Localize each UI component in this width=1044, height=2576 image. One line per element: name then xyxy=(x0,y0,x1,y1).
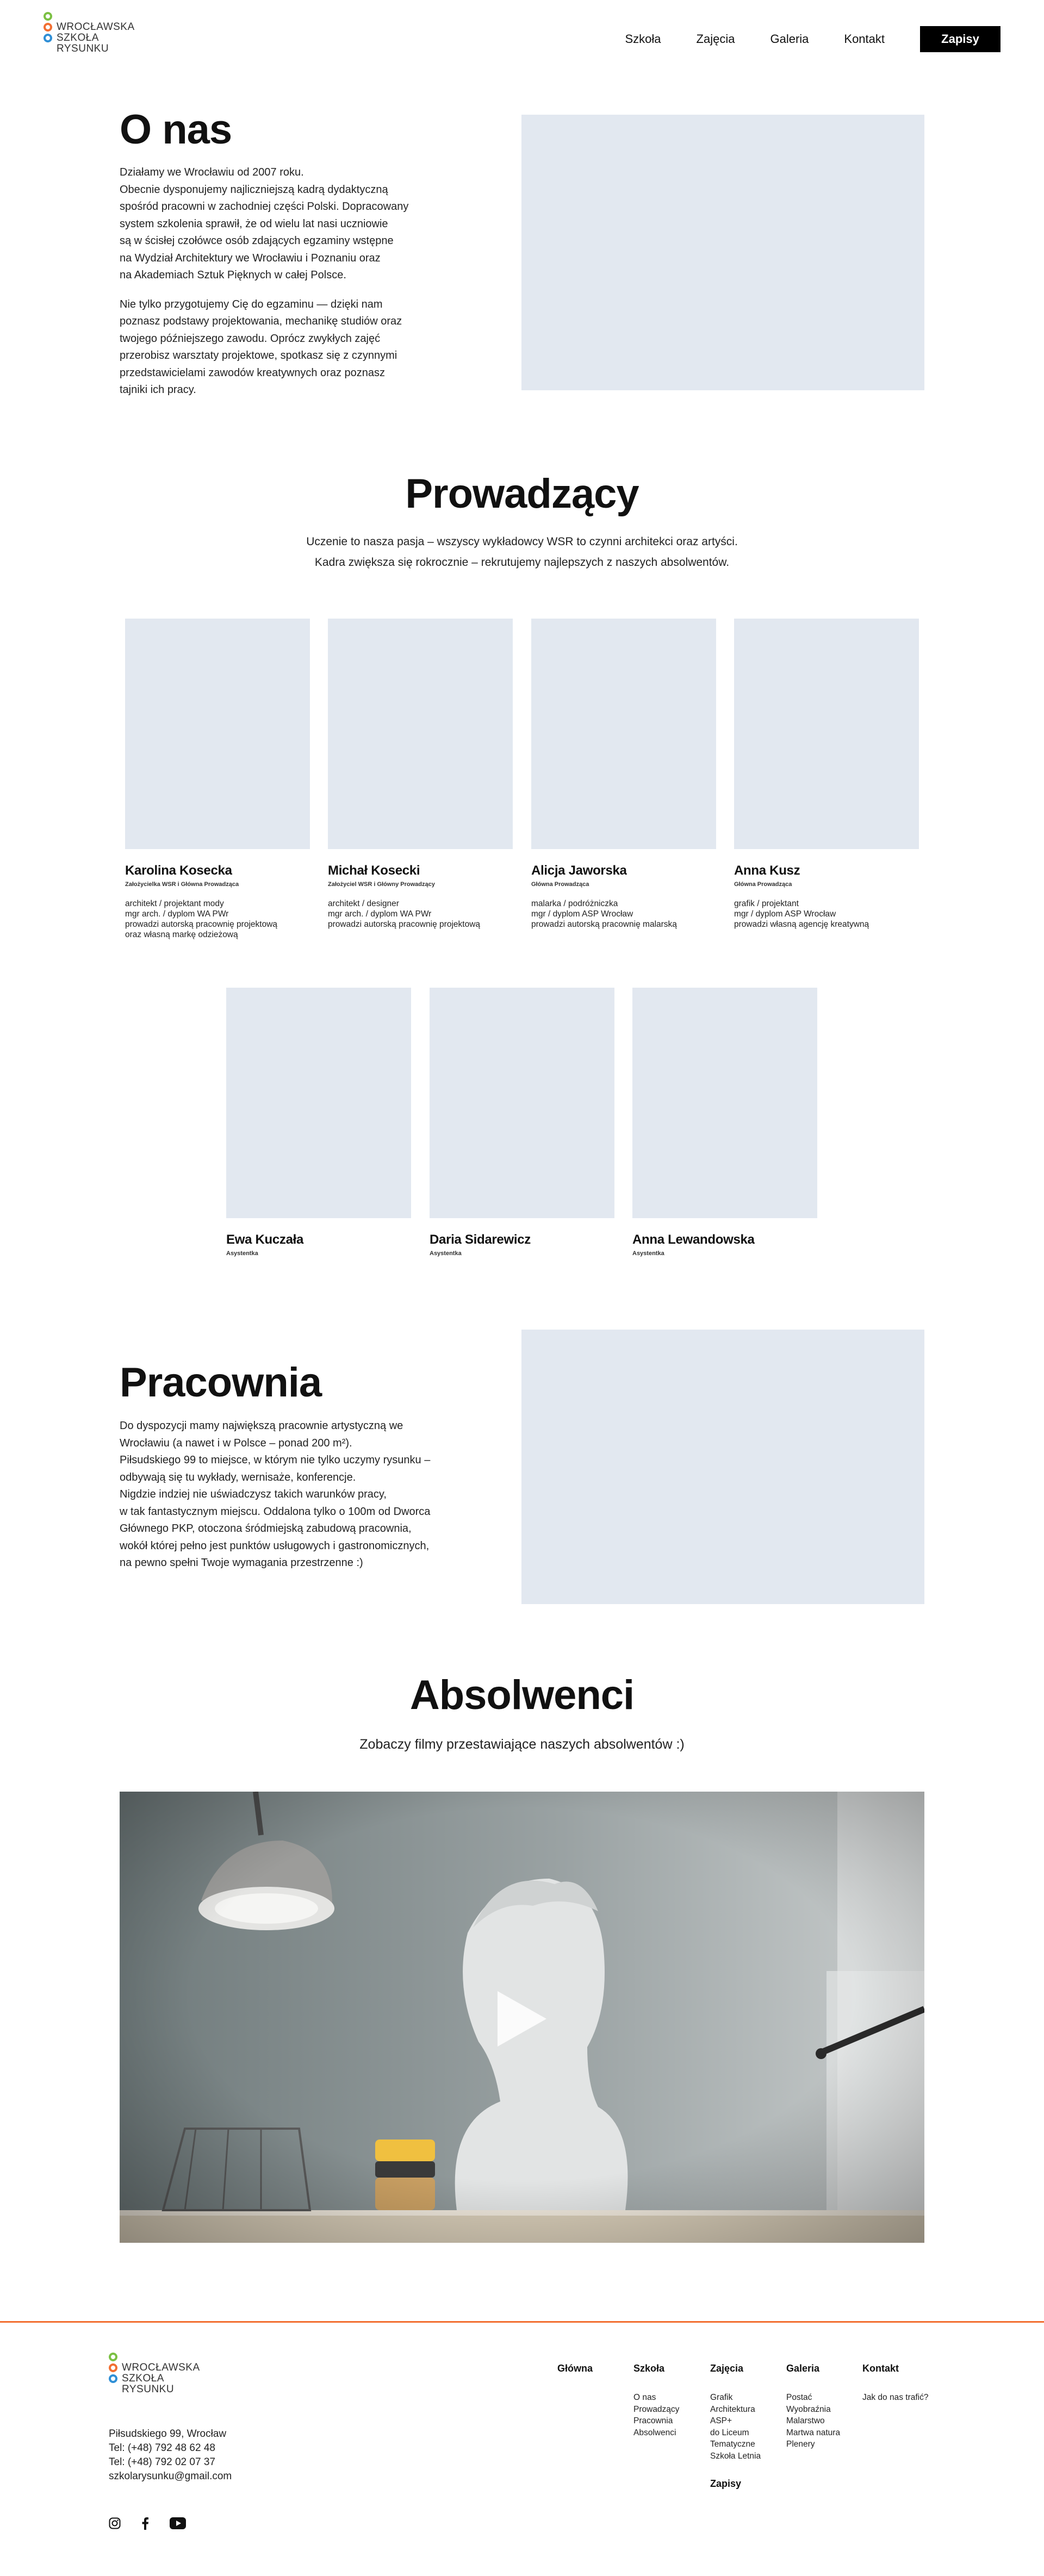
teacher-photo xyxy=(531,619,716,849)
logo-line: RYSUNKU xyxy=(57,43,109,54)
teacher-desc xyxy=(531,899,716,930)
teacher-desc-line: prowadzi autorską pracownię malarską xyxy=(531,920,677,929)
footer-link[interactable]: Plenery xyxy=(786,2440,815,2449)
teacher-card xyxy=(328,619,513,930)
text-line: przedstawicielami zawodów kreatywnych oraz poznasz xyxy=(120,366,385,379)
teachers-intro-line: Kadra zwiększa się rokrocznie – rekrutujemy najlepszych z naszych absolwentów. xyxy=(314,556,730,569)
teachers-intro-line: Uczenie to nasza pasja – wszyscy wykładowcy WSR to czynni architekci oraz artyści. xyxy=(306,535,738,548)
studio-text xyxy=(120,1418,500,1572)
footer-column-heading[interactable]: Zajęcia xyxy=(710,2363,744,2374)
teacher-desc xyxy=(734,899,919,930)
logo-dot-blue xyxy=(44,34,52,42)
footer-link[interactable]: Postać xyxy=(786,2393,812,2402)
teacher-role: Główna Prowadząca xyxy=(531,881,589,888)
footer-column-zajecia xyxy=(710,2363,761,2490)
studio-image-placeholder xyxy=(521,1330,924,1604)
address-line: Piłsudskiego 99, Wrocław xyxy=(109,2428,227,2440)
teacher-card xyxy=(125,619,310,940)
teacher-name: Anna Kusz xyxy=(734,863,800,878)
text-line: Głównego PKP, otoczona śródmiejską zabudową pracownia, xyxy=(120,1523,412,1535)
text-line: Działamy we Wrocławiu od 2007 roku. xyxy=(120,166,304,178)
text-line: przerobisz warsztaty projektowe, spotkasz się z czynnymi xyxy=(120,350,397,361)
teacher-photo xyxy=(226,988,411,1218)
footer-link[interactable]: Architektura xyxy=(710,2404,755,2414)
assistant-card xyxy=(226,988,411,1257)
teacher-desc-line: mgr arch. / dyplom WA PWr xyxy=(328,909,432,919)
text-line: spośród pracowni w zachodniej części Polski. Dopracowany xyxy=(120,201,409,213)
teacher-name: Anna Lewandowska xyxy=(632,1232,755,1247)
teacher-role: Założyciel WSR i Główny Prowadzący xyxy=(328,881,435,888)
text-line: wokół której pełno jest punktów usługowych i gastronomicznych, xyxy=(120,1539,430,1552)
footer-link[interactable]: O nas xyxy=(633,2393,656,2402)
text-line: Obecnie dysponujemy najliczniejszą kadrą dydaktyczną xyxy=(120,183,388,196)
text-line: Nie tylko przygotujemy Cię do egzaminu — dzięki nam xyxy=(120,298,383,310)
teacher-desc-line: architekt / designer xyxy=(328,899,399,908)
text-line: odbywają się tu wykłady, wernisaże, konferencje. xyxy=(120,1471,356,1483)
teacher-photo xyxy=(632,988,817,1218)
teacher-name: Karolina Kosecka xyxy=(125,863,232,878)
footer-column-galeria xyxy=(786,2363,840,2450)
logo-line: WROCŁAWSKA xyxy=(57,21,135,33)
logo-line: WROCŁAWSKA xyxy=(122,2362,200,2373)
footer-link[interactable]: ASP+ xyxy=(710,2416,732,2425)
text-line: Do dyspozycji mamy największą pracownie artystyczną we xyxy=(120,1420,403,1432)
about-image-placeholder xyxy=(521,115,924,390)
text-line: poznasz podstawy projektowania, mechanikę studiów oraz xyxy=(120,315,402,327)
instagram-icon[interactable] xyxy=(109,2517,121,2529)
teachers-title: Prowadzący xyxy=(405,471,639,517)
teacher-desc-line: mgr / dyplom ASP Wrocław xyxy=(531,909,633,919)
about-paragraph xyxy=(120,164,468,284)
nav-link-kontakt[interactable]: Kontakt xyxy=(844,32,885,46)
nav-link-szkola[interactable]: Szkoła xyxy=(625,32,661,46)
teacher-card xyxy=(734,619,919,930)
social-links xyxy=(109,2517,186,2530)
logo-line: RYSUNKU xyxy=(122,2384,175,2395)
logo-line: SZKOŁA xyxy=(57,32,99,43)
logo-dot-green xyxy=(44,12,52,21)
assistant-card xyxy=(430,988,614,1257)
text-line: w tak fantastycznym miejscu. Oddalona tylko o 100m od Dworca xyxy=(120,1505,431,1518)
teacher-desc xyxy=(125,899,310,940)
teacher-role: Założycielka WSR i Główna Prowadząca xyxy=(125,881,239,888)
studio-title: Pracownia xyxy=(120,1359,322,1406)
graduates-title: Absolwenci xyxy=(409,1672,635,1718)
teacher-photo xyxy=(328,619,513,849)
footer-divider xyxy=(0,2321,1044,2323)
email-link[interactable]: szkolarysunku@gmail.com xyxy=(109,2471,232,2482)
nav-link-galeria[interactable]: Galeria xyxy=(770,32,809,46)
teacher-role: Asystentka xyxy=(632,1250,664,1257)
teacher-desc-line: malarka / podróżniczka xyxy=(531,899,618,908)
signup-button[interactable]: Zapisy xyxy=(920,26,1000,52)
teacher-photo xyxy=(734,619,919,849)
teacher-desc xyxy=(328,899,513,930)
footer-link[interactable]: Absolwenci xyxy=(633,2428,676,2437)
teacher-desc-line: oraz własną markę odzieżową xyxy=(125,930,238,939)
footer-column-glowna xyxy=(557,2363,593,2392)
text-line: system szkolenia sprawił, że od wielu lat nasi uczniowie xyxy=(120,217,388,230)
logo-line: SZKOŁA xyxy=(122,2373,164,2384)
logo-dot-blue xyxy=(109,2374,117,2383)
logo-dot-orange xyxy=(44,23,52,32)
footer-link[interactable]: Jak do nas trafić? xyxy=(862,2393,929,2402)
text-line: na Wydział Architektury we Wrocławiu i Poznaniu oraz xyxy=(120,252,381,264)
facebook-icon[interactable] xyxy=(141,2517,149,2530)
footer-link[interactable]: Grafik xyxy=(710,2393,733,2402)
teacher-role: Asystentka xyxy=(226,1250,258,1257)
footer-link[interactable]: Tematyczne xyxy=(710,2440,755,2449)
phone-link[interactable]: Tel: (+48) 792 48 62 48 xyxy=(109,2442,215,2454)
teacher-name: Michał Kosecki xyxy=(328,863,420,878)
teacher-name: Alicja Jaworska xyxy=(531,863,627,878)
play-icon[interactable] xyxy=(498,1991,546,2047)
logo[interactable] xyxy=(44,11,135,54)
teacher-desc-line: prowadzi autorską pracownię projektową xyxy=(328,920,481,929)
footer-address xyxy=(109,2427,232,2484)
teacher-desc-line: mgr / dyplom ASP Wrocław xyxy=(734,909,836,919)
assistant-card xyxy=(632,988,817,1257)
footer-link[interactable]: Malarstwo xyxy=(786,2416,825,2425)
text-line: Piłsudskiego 99 to miejsce, w którym nie tylko uczymy rysunku – xyxy=(120,1454,431,1466)
teacher-photo xyxy=(125,619,310,849)
footer-signup-link[interactable]: Zapisy xyxy=(710,2478,742,2489)
footer-link[interactable]: Wyobraźnia xyxy=(786,2404,831,2414)
graduates-intro: Zobaczy filmy przestawiające naszych absolwentów :) xyxy=(359,1737,685,1752)
logo-mark xyxy=(44,11,52,54)
teacher-desc-line: prowadzi własną agencję kreatywną xyxy=(734,920,869,929)
logo-text xyxy=(122,2352,200,2395)
main-nav xyxy=(625,26,1001,52)
teacher-desc-line: grafik / projektant xyxy=(734,899,799,908)
youtube-icon[interactable] xyxy=(170,2517,186,2529)
text-line: są w ścisłej czołówce osób zdających egzaminy wstępne xyxy=(120,235,394,247)
teacher-desc-line: prowadzi autorską pracownię projektową xyxy=(125,920,278,929)
about-paragraph xyxy=(120,296,468,399)
footer-link[interactable]: Pracownia xyxy=(633,2416,673,2425)
footer-link[interactable]: Prowadzący xyxy=(633,2404,680,2414)
logo-mark xyxy=(109,2352,117,2395)
footer-link[interactable]: Szkoła Letnia xyxy=(710,2451,761,2461)
phone-link[interactable]: Tel: (+48) 792 02 07 37 xyxy=(109,2456,215,2468)
teacher-photo xyxy=(430,988,614,1218)
teacher-role: Główna Prowadząca xyxy=(734,881,792,888)
text-line: twojego późniejszego zawodu. Oprócz zwykłych zajęć xyxy=(120,332,381,345)
logo-dot-green xyxy=(109,2353,117,2361)
footer-column-heading[interactable]: Główna xyxy=(557,2363,593,2374)
about-text xyxy=(120,164,468,411)
text-line: na pewno spełni Twoje wymagania przestrzenne :) xyxy=(120,1557,363,1569)
footer-link[interactable]: do Liceum xyxy=(710,2428,749,2437)
logo-text xyxy=(57,11,135,54)
footer-column-heading[interactable]: Kontakt xyxy=(862,2363,899,2374)
footer-column-heading[interactable]: Galeria xyxy=(786,2363,820,2374)
teacher-card xyxy=(531,619,716,930)
footer-column-heading[interactable]: Szkoła xyxy=(633,2363,665,2374)
teacher-name: Ewa Kuczała xyxy=(226,1232,304,1247)
about-title: O nas xyxy=(120,107,232,153)
footer-column-szkola xyxy=(633,2363,679,2438)
teachers-intro xyxy=(0,532,1044,573)
footer-logo[interactable] xyxy=(109,2352,200,2395)
text-line: na Akademiach Sztuk Pięknych w całej Polsce. xyxy=(120,269,346,281)
nav-link-zajecia[interactable]: Zajęcia xyxy=(696,32,735,46)
logo-dot-orange xyxy=(109,2363,117,2372)
teacher-role: Asystentka xyxy=(430,1250,462,1257)
text-line: Nigdzie indziej nie uświadczysz takich warunków pracy, xyxy=(120,1488,387,1500)
text-line: tajniki ich pracy. xyxy=(120,384,196,396)
footer-link[interactable]: Martwa natura xyxy=(786,2428,841,2437)
footer-column-kontakt xyxy=(862,2363,928,2404)
teacher-desc-line: mgr arch. / dyplom WA PWr xyxy=(125,909,229,919)
site-header xyxy=(0,0,1044,76)
text-line: Wrocławiu (a nawet i w Polsce – ponad 200 m²). xyxy=(120,1437,352,1449)
teacher-name: Daria Sidarewicz xyxy=(430,1232,531,1247)
teacher-desc-line: architekt / projektant mody xyxy=(125,899,224,908)
